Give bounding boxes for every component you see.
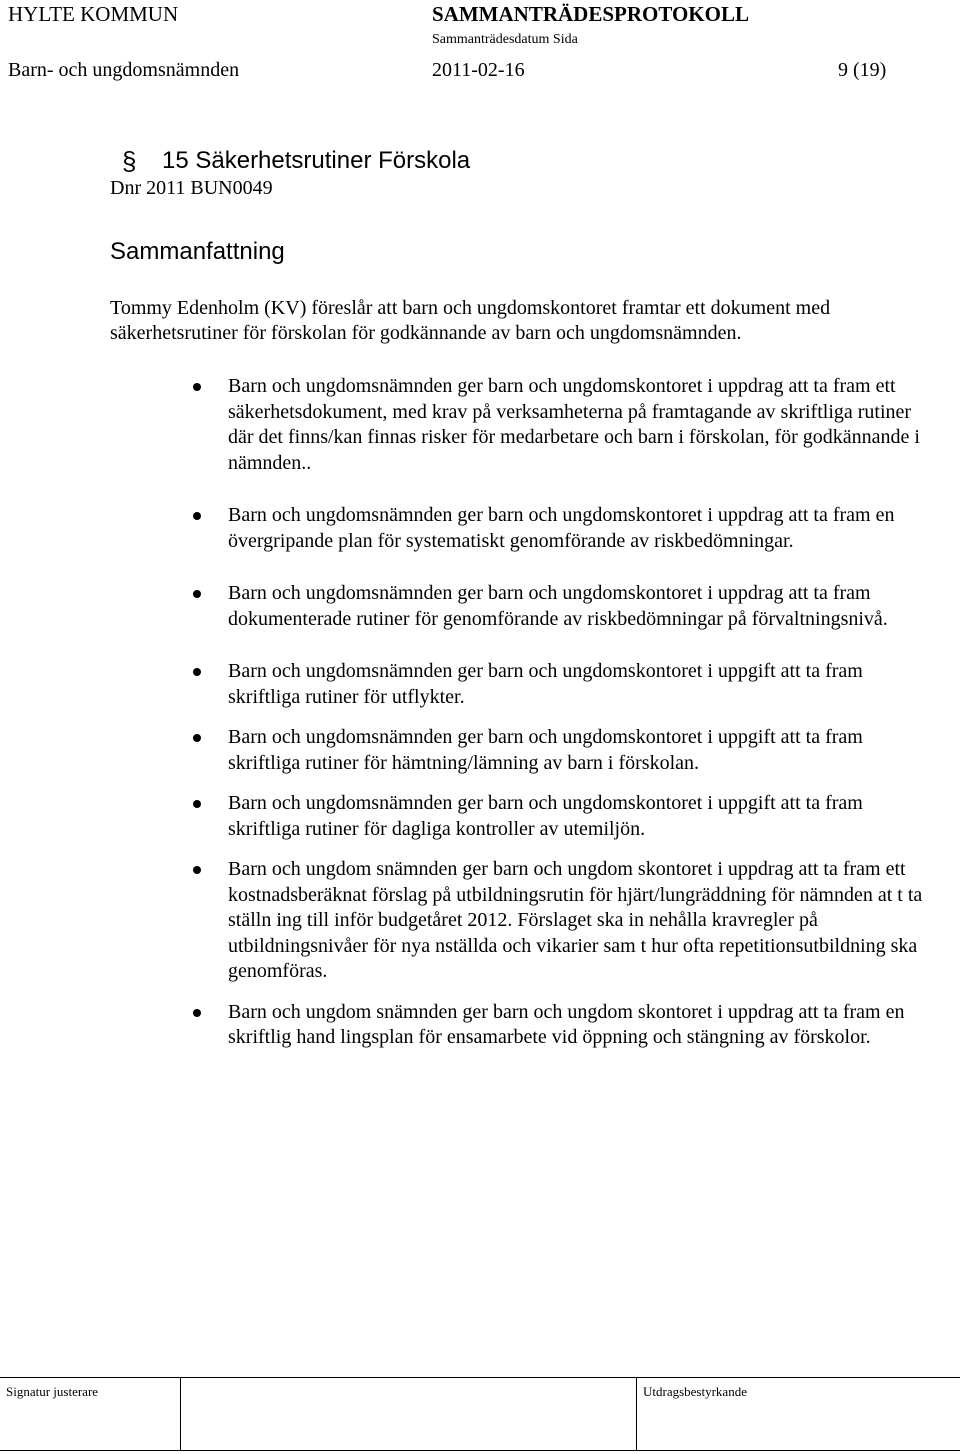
header-meta-labels: Sammanträdesdatum Sida xyxy=(432,32,578,47)
decision-list xyxy=(228,374,940,1051)
summary-text: Tommy Edenholm (KV) föreslår att barn och ungdomskontoret framtar ett dokument med säkerhetsrutiner för förskolan för godkännande av barn och ungdomsnämnden. xyxy=(110,297,831,344)
organization-name: HYLTE KOMMUN xyxy=(8,2,179,26)
list-item: Barn och ungdomsnämnden ger barn och ungdomskontoret i uppgift att ta fram skriftliga rutiner för dagliga kontroller av utemiljön. xyxy=(228,791,940,842)
meeting-date: 2011-02-16 xyxy=(432,59,525,81)
summary-heading: Sammanfattning xyxy=(110,238,285,265)
section-symbol: § xyxy=(122,146,137,176)
list-item: Barn och ungdomsnämnden ger barn och ungdomskontoret i uppdrag att ta fram ett säkerhetsdokument, med krav på verksamheterna på framtagande av skriftliga rutiner där det finns/kan finnas risker för medarbetare och barn i förskolan, för godkännande i nämnden.. xyxy=(228,374,940,476)
extract-certification-label: Utdragsbestyrkande xyxy=(643,1384,747,1399)
diary-number: Dnr 2011 BUN0049 xyxy=(110,177,273,199)
footer-bottom-rule xyxy=(0,1450,960,1451)
list-item: Barn och ungdom snämnden ger barn och ungdom skontoret i uppdrag att ta fram ett kostnadsberäknat förslag på utbildningsrutin för hjärt/lungräddning för nämnden at t ta ställn ing till inför budgetåret 2012. Förslaget ska in nehålla kravregler på utbildningsnivåer för nya nställda och vikarier sam t hur ofta repetitionsutbildning ska genomföras. xyxy=(228,857,940,985)
committee-name: Barn- och ungdomsnämnden xyxy=(8,59,240,81)
list-item: Barn och ungdom snämnden ger barn och ungdom skontoret i uppdrag att ta fram en skriftlig hand lingsplan för ensamarbete vid öppning och stängning av förskolor. xyxy=(228,1000,940,1051)
signature-label: Signatur justerare xyxy=(6,1384,99,1399)
list-item: Barn och ungdomsnämnden ger barn och ungdomskontoret i uppgift att ta fram skriftliga rutiner för utflykter. xyxy=(228,659,940,710)
list-item: Barn och ungdomsnämnden ger barn och ungdomskontoret i uppgift att ta fram skriftliga rutiner för hämtning/lämning av barn i förskolan. xyxy=(228,725,940,776)
list-item: Barn och ungdomsnämnden ger barn och ungdomskontoret i uppdrag att ta fram dokumenterade rutiner för genomförande av riskbedömningar på förvaltningsnivå. xyxy=(228,581,940,632)
footer-divider xyxy=(636,1377,637,1451)
section-title: 15 Säkerhetsrutiner Förskola xyxy=(162,147,471,174)
list-item: Barn och ungdomsnämnden ger barn och ungdomskontoret i uppdrag att ta fram en övergripande plan för systematiskt genomförande av riskbedömningar. xyxy=(228,503,940,554)
page-number: 9 (19) xyxy=(838,59,887,81)
footer-top-rule xyxy=(0,1377,960,1378)
document-type: SAMMANTRÄDESPROTOKOLL xyxy=(432,2,749,26)
footer-divider xyxy=(180,1377,181,1451)
